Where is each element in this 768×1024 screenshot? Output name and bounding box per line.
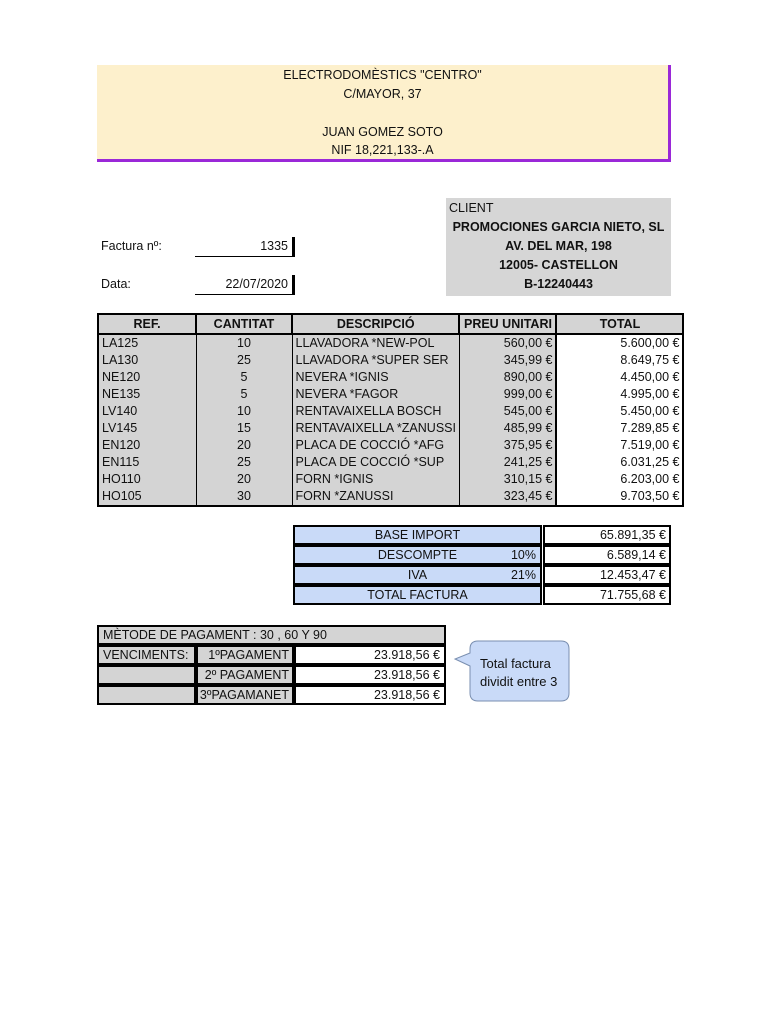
payment-empty-cell xyxy=(97,685,196,705)
payment-method: MÈTODE DE PAGAMENT : 30 , 60 Y 90 xyxy=(97,625,446,645)
cell-ref[interactable]: HO110 xyxy=(98,471,196,488)
company-address: C/MAYOR, 37 xyxy=(343,87,422,101)
col-header-total: TOTAL xyxy=(556,314,683,334)
cell-unit-price[interactable]: 545,00 € xyxy=(459,403,556,420)
summary-base-row xyxy=(293,525,671,545)
cell-ref[interactable]: LV140 xyxy=(98,403,196,420)
cell-quantity[interactable]: 25 xyxy=(196,454,292,471)
table-row xyxy=(98,488,683,506)
cell-description[interactable]: LLAVADORA *NEW-POL xyxy=(292,334,459,352)
company-header xyxy=(97,65,671,162)
cell-total[interactable]: 4.450,00 € xyxy=(556,369,683,386)
client-label: CLIENT xyxy=(449,201,494,215)
cell-quantity[interactable]: 30 xyxy=(196,488,292,506)
cell-quantity[interactable]: 10 xyxy=(196,403,292,420)
base-import-value[interactable]: 65.891,35 € xyxy=(543,525,671,545)
items-table xyxy=(97,313,684,507)
col-header-description: DESCRIPCIÓ xyxy=(292,314,459,334)
cell-quantity[interactable]: 20 xyxy=(196,437,292,454)
table-row xyxy=(98,471,683,488)
cell-description[interactable]: FORN *IGNIS xyxy=(292,471,459,488)
total-invoice-value[interactable]: 71.755,68 € xyxy=(543,585,671,605)
cell-total[interactable]: 4.995,00 € xyxy=(556,386,683,403)
discount-value[interactable]: 6.589,14 € xyxy=(543,545,671,565)
cell-unit-price[interactable]: 560,00 € xyxy=(459,334,556,352)
cell-description[interactable]: RENTAVAIXELLA BOSCH xyxy=(292,403,459,420)
payment-2-label: 2º PAGAMENT xyxy=(196,665,294,685)
cell-unit-price[interactable]: 345,99 € xyxy=(459,352,556,369)
cell-total[interactable]: 8.649,75 € xyxy=(556,352,683,369)
client-address: AV. DEL MAR, 198 xyxy=(505,239,612,253)
owner-name: JUAN GOMEZ SOTO xyxy=(322,125,443,139)
cell-description[interactable]: PLACA DE COCCIÓ *SUP xyxy=(292,454,459,471)
callout-note xyxy=(480,655,557,691)
cell-unit-price[interactable]: 310,15 € xyxy=(459,471,556,488)
total-invoice-label: TOTAL FACTURA xyxy=(293,585,542,605)
cell-description[interactable]: LLAVADORA *SUPER SER xyxy=(292,352,459,369)
cell-total[interactable]: 5.450,00 € xyxy=(556,403,683,420)
cell-ref[interactable]: HO105 xyxy=(98,488,196,506)
table-row xyxy=(98,386,683,403)
cell-unit-price[interactable]: 485,99 € xyxy=(459,420,556,437)
cell-unit-price[interactable]: 375,95 € xyxy=(459,437,556,454)
table-row xyxy=(98,334,683,352)
cell-total[interactable]: 6.031,25 € xyxy=(556,454,683,471)
summary-iva-row xyxy=(293,565,671,585)
callout-line-1: Total factura xyxy=(480,656,551,671)
table-row xyxy=(98,352,683,369)
col-header-unit-price: PREU UNITARI xyxy=(459,314,556,334)
base-import-label: BASE IMPORT xyxy=(293,525,542,545)
table-row xyxy=(98,369,683,386)
cell-quantity[interactable]: 20 xyxy=(196,471,292,488)
payment-3-label: 3ºPAGAMANET xyxy=(196,685,294,705)
cell-total[interactable]: 7.519,00 € xyxy=(556,437,683,454)
client-box xyxy=(446,198,671,296)
cell-ref[interactable]: EN115 xyxy=(98,454,196,471)
iva-label: IVA 21% xyxy=(293,565,542,585)
cell-description[interactable]: FORN *ZANUSSI xyxy=(292,488,459,506)
cell-ref[interactable]: EN120 xyxy=(98,437,196,454)
invoice-date[interactable]: 22/07/2020 xyxy=(195,275,295,295)
cell-quantity[interactable]: 10 xyxy=(196,334,292,352)
cell-unit-price[interactable]: 890,00 € xyxy=(459,369,556,386)
cell-total[interactable]: 7.289,85 € xyxy=(556,420,683,437)
cell-ref[interactable]: NE135 xyxy=(98,386,196,403)
cell-quantity[interactable]: 15 xyxy=(196,420,292,437)
cell-ref[interactable]: LA125 xyxy=(98,334,196,352)
discount-label: DESCOMPTE 10% xyxy=(293,545,542,565)
due-dates-label: VENCIMENTS: xyxy=(97,645,196,665)
table-row xyxy=(98,437,683,454)
cell-quantity[interactable]: 5 xyxy=(196,369,292,386)
summary-discount-row xyxy=(293,545,671,565)
cell-description[interactable]: RENTAVAIXELLA *ZANUSSI xyxy=(292,420,459,437)
cell-total[interactable]: 9.703,50 € xyxy=(556,488,683,506)
invoice-number-label: Factura nº: xyxy=(101,239,162,253)
cell-quantity[interactable]: 5 xyxy=(196,386,292,403)
company-nif: NIF 18,221,133-.A xyxy=(331,143,434,157)
cell-unit-price[interactable]: 999,00 € xyxy=(459,386,556,403)
iva-value[interactable]: 12.453,47 € xyxy=(543,565,671,585)
payment-1-label: 1ºPAGAMENT xyxy=(196,645,294,665)
payment-1-value[interactable]: 23.918,56 € xyxy=(294,645,446,665)
cell-description[interactable]: NEVERA *FAGOR xyxy=(292,386,459,403)
client-nif: B-12240443 xyxy=(524,277,593,291)
payment-empty-cell xyxy=(97,665,196,685)
summary-total-row xyxy=(293,585,671,605)
col-header-quantity: CANTITAT xyxy=(196,314,292,334)
table-row xyxy=(98,420,683,437)
invoice-date-label: Data: xyxy=(101,277,131,291)
company-name: ELECTRODOMÈSTICS "CENTRO" xyxy=(283,68,482,82)
cell-total[interactable]: 6.203,00 € xyxy=(556,471,683,488)
client-city: 12005- CASTELLON xyxy=(499,258,618,272)
table-row xyxy=(98,454,683,471)
cell-total[interactable]: 5.600,00 € xyxy=(556,334,683,352)
client-name: PROMOCIONES GARCIA NIETO, SL xyxy=(452,220,665,234)
items-header-row xyxy=(98,314,683,334)
iva-percent[interactable]: 21% xyxy=(510,568,536,582)
discount-percent[interactable]: 10% xyxy=(510,548,536,562)
callout-line-2: dividit entre 3 xyxy=(480,674,558,689)
cell-unit-price[interactable]: 241,25 € xyxy=(459,454,556,471)
cell-ref[interactable]: NE120 xyxy=(98,369,196,386)
cell-ref[interactable]: LA130 xyxy=(98,352,196,369)
table-row xyxy=(98,403,683,420)
cell-quantity[interactable]: 25 xyxy=(196,352,292,369)
cell-ref[interactable]: LV145 xyxy=(98,420,196,437)
col-header-ref: REF. xyxy=(98,314,196,334)
invoice-number[interactable]: 1335 xyxy=(195,237,295,257)
payment-3-value[interactable]: 23.918,56 € xyxy=(294,685,446,705)
cell-unit-price[interactable]: 323,45 € xyxy=(459,488,556,506)
cell-description[interactable]: NEVERA *IGNIS xyxy=(292,369,459,386)
payment-2-value[interactable]: 23.918,56 € xyxy=(294,665,446,685)
cell-description[interactable]: PLACA DE COCCIÓ *AFG xyxy=(292,437,459,454)
